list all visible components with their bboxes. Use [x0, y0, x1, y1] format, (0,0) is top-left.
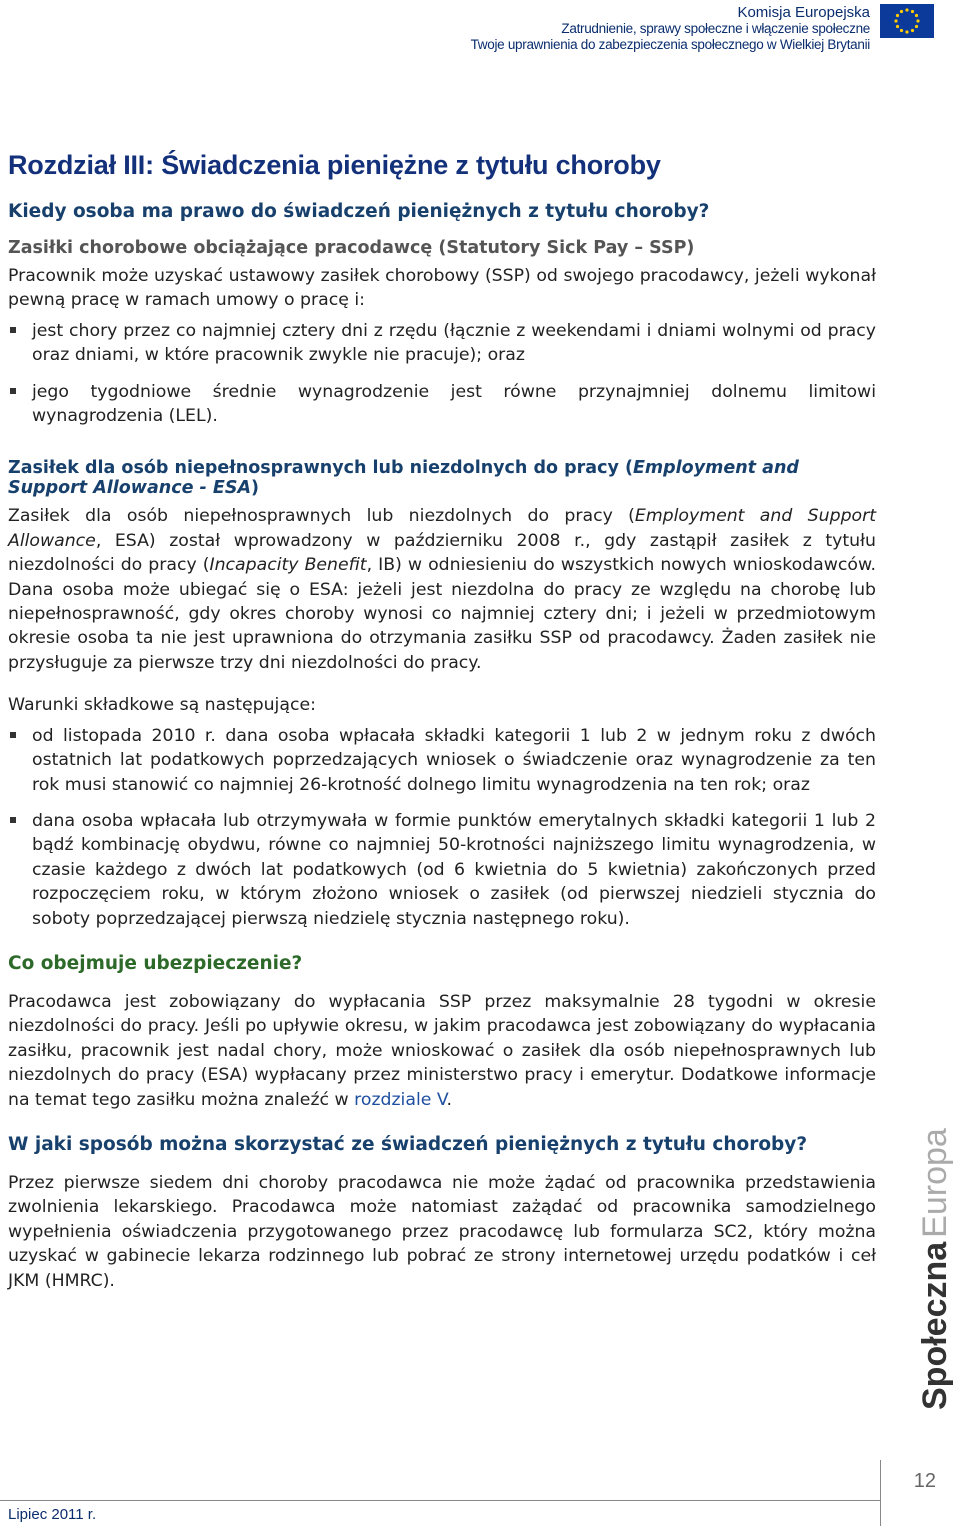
contribution-heading: Warunki składkowe są następujące: [8, 695, 316, 716]
chapter-v-link[interactable]: rozdziale V [354, 1089, 447, 1110]
footer-date: Lipiec 2011 r. [8, 1506, 97, 1523]
header-line-3: Twoje uprawnienia do zabezpieczenia społecznego w Wielkiej Brytanii [470, 36, 870, 52]
question-heading-1: Kiedy osoba ma prawo do świadczeń pieniężnych z tytułu choroby? [8, 201, 710, 222]
list-item: jego tygodniowe średnie wynagrodzenie jest równe przynajmniej dolnemu limitowi wynagrodzenia (LEL). [8, 380, 876, 429]
coverage-paragraph: Pracodawca jest zobowiązany do wypłacania SSP przez maksymalnie 28 tygodni w okresie niezdolności do pracy. Jeśli po upływie okresu, w jakim pracodawca jest zobowiązany do wypłacania zasiłku, pracownik jest nadal chory, może wnioskować o zasiłek dla osób niepełnosprawnych lub niezdolnych do pracy (ESA) wypłacany przez ministerstwo pracy i emerytur. Dodatkowe informacje na temat tego zasiłku można znaleźć w rozdziale V. [8, 991, 876, 1110]
eu-flag-icon [880, 4, 934, 38]
esa-heading: Zasiłek dla osób niepełnosprawnych lub niezdolnych do pracy (Employment and Support Allowance - ESA) [8, 458, 799, 499]
ssp-heading: Zasiłki chorobowe obciążające pracodawcę (Statutory Sick Pay – SSP) [8, 238, 695, 258]
how-to-access-paragraph: Przez pierwsze siedem dni choroby pracodawca nie może żądać od pracownika przedstawienia zwolnienia lekarskiego. Pracodawca może natomiast zażądać od pracownika samodzielnego wypełnienia oświadczenia przygotowanego przez pracodawcę lub formularza SC2, który można uzyskać w gabinecie lekarza rodzinnego lub pobrać ze strony internetowej urzędu podatków i ceł JKM (HMRC). [8, 1172, 876, 1291]
svg-text:SpołecznaEuropa: SpołecznaEuropa [916, 1128, 954, 1410]
footer-divider [0, 1500, 880, 1501]
list-item: jest chory przez co najmniej cztery dni z rzędu (łącznie z weekendami i dniami wolnymi od pracy oraz dniami, w które pracownik zwykle nie pracuje); oraz [8, 319, 876, 368]
page-header [471, 4, 870, 52]
esa-paragraph: Zasiłek dla osób niepełnosprawnych lub niezdolnych do pracy (Employment and Support Allowance, ESA) został wprowadzony w październiku 2008 r., gdy zastąpił zasiłek z tytułu niezdolności do pracy (Incapacity Benefit, IB) w odniesieniu do wszystkich nowych wnioskodawców. Dana osoba może ubiegać się o ESA: jeżeli jest niezdolna do pracy ze względu na chorobę lub niepełnosprawność, gdy okres choroby wynosi co najmniej cztery dni; i jeżeli w przedmiotowym okresie osoba ta nie jest uprawniona do otrzymania zasiłku SSP od pracodawcy. Żaden zasiłek nie przysługuje za pierwsze trzy dni niezdolności do pracy. [8, 506, 876, 673]
list-item: od listopada 2010 r. dana osoba wpłacała składki kategorii 1 lub 2 w jednym roku z dwóch ostatnich lat podatkowych poprzedzających wniosek o świadczenie oraz wynagrodzenie za ten rok musi stanowić co najmniej 26-krotność dolnego limitu wynagrodzenia na ten rok; oraz [8, 724, 876, 797]
header-line-2: Zatrudnienie, sprawy społeczne i włączenie społeczne [561, 21, 870, 37]
ssp-bullet-list [8, 319, 876, 429]
ssp-paragraph: Pracownik może uzyskać ustawowy zasiłek chorobowy (SSP) od swojego pracodawcy, jeżeli wykonał pewną pracę w ramach umowy o pracę i: [8, 266, 876, 311]
main-content [8, 150, 876, 1293]
contribution-bullet-list [8, 724, 876, 931]
list-item: dana osoba wpłacała lub otrzymywała w formie punktów emerytalnych składki kategorii 1 lub 2 bądź kombinację obydwu, równe co najmniej 50-krotności najniższego limitu wynagrodzenia, w czasie każdego z dwóch lat podatkowych (od 6 kwietnia do 5 kwietnia) zakończonych przed rozpoczęciem roku, w którym złożono wniosek o zasiłek (od pierwszej niedzieli stycznia do soboty poprzedzającej pierwszą niedzielę stycznia następnego roku). [8, 809, 876, 931]
page-title: Rozdział III: Świadczenia pieniężne z tytułu choroby [8, 150, 661, 180]
spoleczna-europa-logo [912, 1120, 954, 1420]
header-line-1: Komisja Europejska [737, 4, 870, 21]
question-heading-3: W jaki sposób można skorzystać ze świadczeń pieniężnych z tytułu choroby? [8, 1133, 808, 1155]
footer-vertical-divider [880, 1460, 881, 1526]
question-heading-2: Co obejmuje ubezpieczenie? [8, 952, 303, 974]
page-number: 12 [913, 1470, 936, 1492]
